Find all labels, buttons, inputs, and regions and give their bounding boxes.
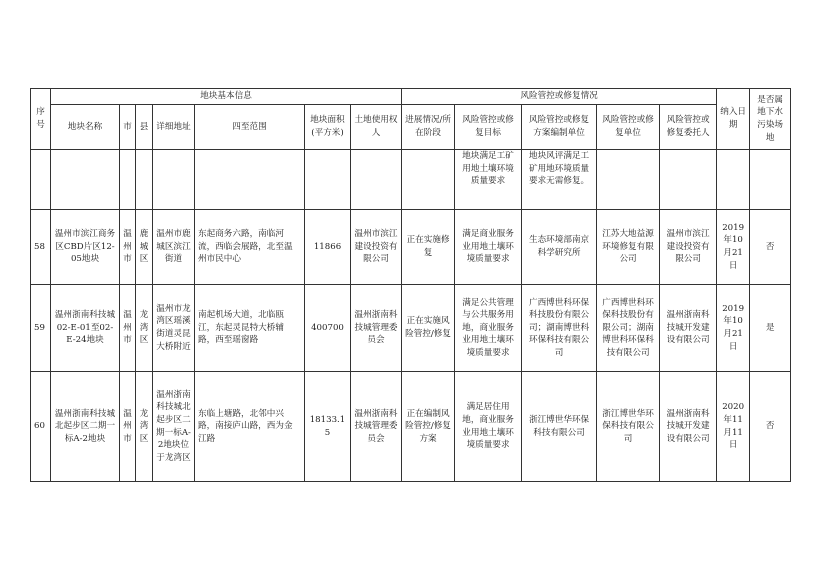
continuation-row bbox=[31, 150, 791, 210]
cell-progress: 正在实施风险管控/修复 bbox=[402, 285, 455, 372]
cell-groundwater: 是 bbox=[750, 285, 791, 372]
table-row bbox=[31, 372, 791, 482]
header-county: 县 bbox=[136, 105, 153, 150]
cell-repair-unit: 江苏大地益源环境修复有限公司 bbox=[597, 210, 660, 285]
cell-name: 温州浙南科技城北起步区二期一标A-2地块 bbox=[51, 372, 120, 482]
cell-repair-unit: 广西博世科环保科技股份有限公司；湖南博世科环保科技有限公司 bbox=[597, 285, 660, 372]
cell-area: 18133.15 bbox=[305, 372, 351, 482]
cell-progress: 正在编制风险管控/修复方案 bbox=[402, 372, 455, 482]
cell-owner: 温州浙南科技城管理委员会 bbox=[351, 285, 402, 372]
cell-target: 满足商业服务业用地土壤环境质量要求 bbox=[455, 210, 522, 285]
cell-plan-unit: 广西博世科环保科技股份有限公司；湖南博世科环保科技有限公司 bbox=[522, 285, 597, 372]
cell-target: 满足居住用地，商业服务业用地土壤环境质量要求 bbox=[455, 372, 522, 482]
cell-seq: 60 bbox=[31, 372, 51, 482]
cell-address: 温州市龙湾区瑶溪街道灵昆大桥附近 bbox=[153, 285, 195, 372]
cell-county: 鹿城区 bbox=[136, 210, 153, 285]
header-city: 市 bbox=[120, 105, 136, 150]
cell-client: 温州浙南科技城开发建设有限公司 bbox=[660, 372, 717, 482]
cell-county: 龙湾区 bbox=[136, 285, 153, 372]
header-client: 风险管控或修复委托人 bbox=[660, 105, 717, 150]
header-group-basic: 地块基本信息 bbox=[51, 89, 402, 105]
cell-date: 2020年11月11日 bbox=[717, 372, 750, 482]
cell-repair-unit: 浙江博世华环保科技有限公司 bbox=[597, 372, 660, 482]
continuation-plan-unit: 地块风评满足工矿用地环境质量要求无需修复。 bbox=[522, 150, 597, 210]
contaminated-site-table bbox=[30, 88, 791, 482]
cell-name: 温州市滨江商务区CBD片区12-05地块 bbox=[51, 210, 120, 285]
cell-bounds: 东临上塘路，北邻中兴路，南接庐山路，西为金江路 bbox=[195, 372, 305, 482]
header-area: 地块面积(平方米) bbox=[305, 105, 351, 150]
table-row bbox=[31, 285, 791, 372]
cell-date: 2019年10月21日 bbox=[717, 210, 750, 285]
cell-city: 温州市 bbox=[120, 210, 136, 285]
header-plan-unit: 风险管控或修复方案编制单位 bbox=[522, 105, 597, 150]
table-row bbox=[31, 210, 791, 285]
header-repair-unit: 风险管控或修复单位 bbox=[597, 105, 660, 150]
header-date: 纳入日期 bbox=[717, 89, 750, 150]
cell-client: 温州市滨江建设投资有限公司 bbox=[660, 210, 717, 285]
cell-owner: 温州市滨江建设投资有限公司 bbox=[351, 210, 402, 285]
continuation-target: 地块满足工矿用地土壤环境质量要求 bbox=[455, 150, 522, 210]
header-address: 详细地址 bbox=[153, 105, 195, 150]
header-owner: 土地使用权人 bbox=[351, 105, 402, 150]
header-progress: 进展情况/所在阶段 bbox=[402, 105, 455, 150]
header-seq: 序号 bbox=[31, 89, 51, 150]
cell-county: 龙湾区 bbox=[136, 372, 153, 482]
cell-area: 400700 bbox=[305, 285, 351, 372]
cell-name: 温州浙南科技城02-E-01至02-E-24地块 bbox=[51, 285, 120, 372]
cell-groundwater: 否 bbox=[750, 210, 791, 285]
cell-seq: 58 bbox=[31, 210, 51, 285]
cell-city: 温州市 bbox=[120, 285, 136, 372]
cell-address: 温州浙南科技城北起步区二期一标A-2地块位于龙湾区 bbox=[153, 372, 195, 482]
header-row-columns bbox=[31, 105, 791, 150]
cell-city: 温州市 bbox=[120, 372, 136, 482]
header-bounds: 四至范围 bbox=[195, 105, 305, 150]
cell-plan-unit: 生态环境部南京科学研究所 bbox=[522, 210, 597, 285]
cell-groundwater: 否 bbox=[750, 372, 791, 482]
cell-area: 11866 bbox=[305, 210, 351, 285]
header-target: 风险管控或修复目标 bbox=[455, 105, 522, 150]
cell-address: 温州市鹿城区滨江街道 bbox=[153, 210, 195, 285]
cell-progress: 正在实施修复 bbox=[402, 210, 455, 285]
header-groundwater: 是否属地下水污染场地 bbox=[750, 89, 791, 150]
cell-plan-unit: 浙江博世华环保科技有限公司 bbox=[522, 372, 597, 482]
header-group-risk: 风险管控或修复情况 bbox=[402, 89, 717, 105]
cell-bounds: 南起机场大道，北临瓯江，东起灵昆特大桥辅路，西至瑶窗路 bbox=[195, 285, 305, 372]
header-name: 地块名称 bbox=[51, 105, 120, 150]
cell-date: 2019年10月21日 bbox=[717, 285, 750, 372]
cell-owner: 温州浙南科技城管理委员会 bbox=[351, 372, 402, 482]
cell-bounds: 东起商务六路，南临河流，西临会展路，北至温州市民中心 bbox=[195, 210, 305, 285]
cell-seq: 59 bbox=[31, 285, 51, 372]
cell-client: 温州浙南科技城开发建设有限公司 bbox=[660, 285, 717, 372]
cell-target: 满足公共管理与公共服务用地，商业服务业用地土壤环境质量要求 bbox=[455, 285, 522, 372]
header-row-groups bbox=[31, 89, 791, 105]
